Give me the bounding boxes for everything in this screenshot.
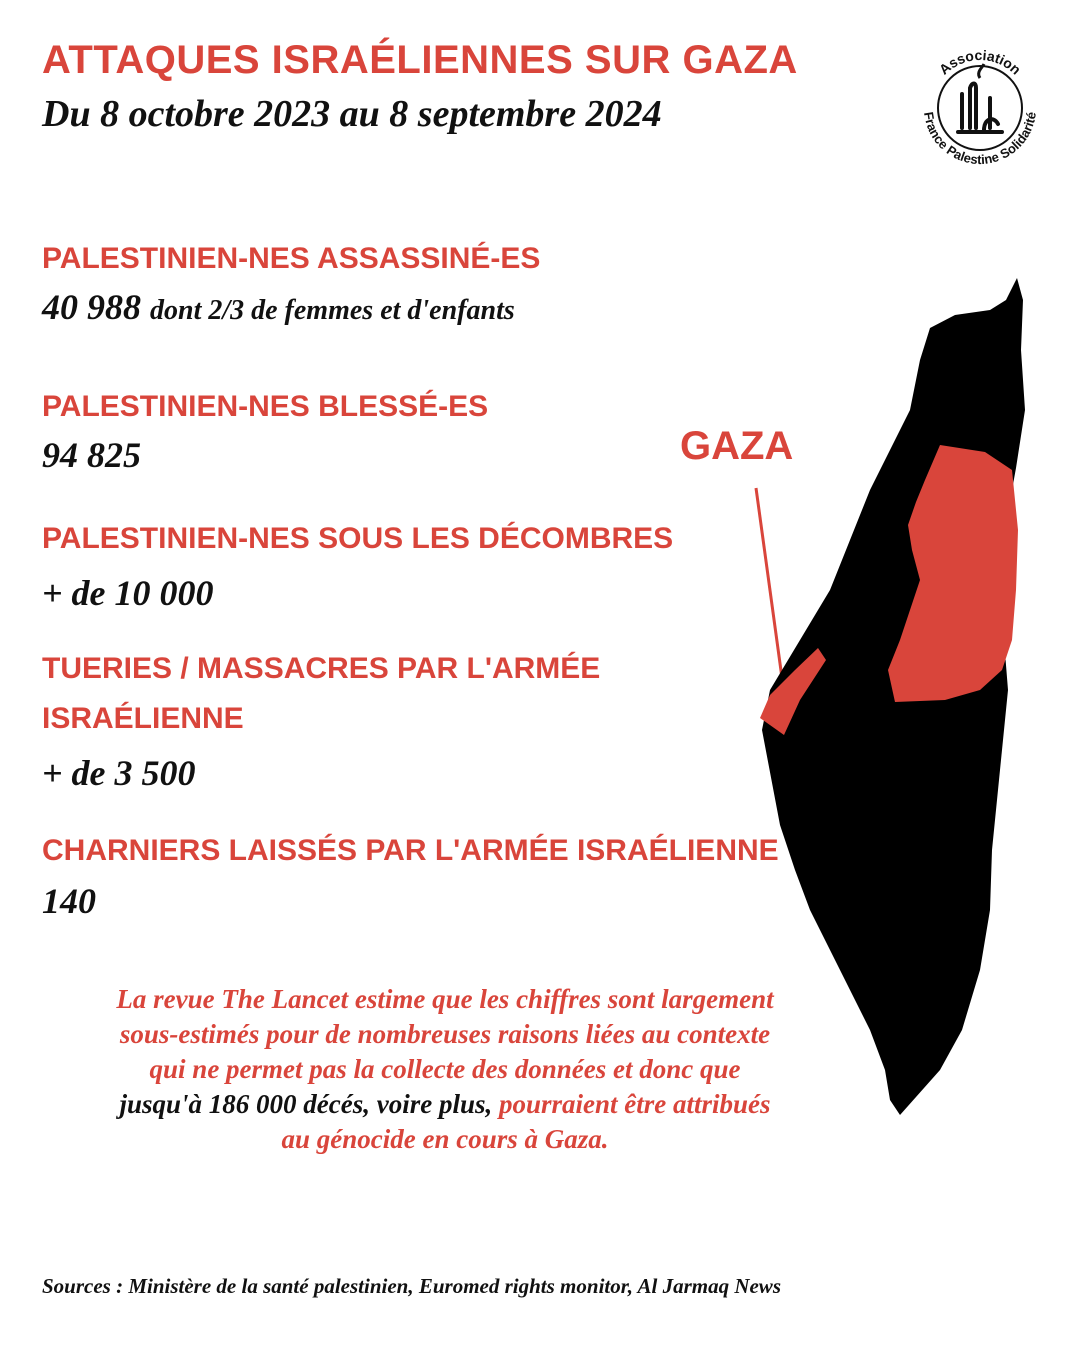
stat-killed-number: 40 988 xyxy=(42,287,141,327)
palestine-map-icon xyxy=(740,270,1040,1120)
afps-logo-icon xyxy=(910,38,1050,178)
sources-text: Sources : Ministère de la santé palestinien, Euromed rights monitor, Al Jarmaq News xyxy=(42,1274,781,1298)
stat-massacres-label-line1: TUERIES / MASSACRES PAR L'ARMÉE xyxy=(42,652,601,685)
stat-rubble-value: + de 10 000 xyxy=(42,573,214,613)
map-gaza-label: GAZA xyxy=(680,424,794,468)
stat-killed-value xyxy=(42,286,515,328)
stat-injured-label: PALESTINIEN-NES BLESSÉ-ES xyxy=(42,390,489,423)
map-pointer-line xyxy=(756,488,782,678)
lancet-quote-part1: La revue The Lancet estime que les chiffres sont largement sous-estimés pour de nombreuses raisons liées au contexte qui ne permet pas la collecte des données et donc que xyxy=(116,984,774,1084)
stat-mass-graves-label: CHARNIERS LAISSÉS PAR L'ARMÉE ISRAÉLIENNE xyxy=(42,834,779,867)
page-subtitle: Du 8 octobre 2023 au 8 septembre 2024 xyxy=(42,93,662,135)
stat-rubble-label: PALESTINIEN-NES SOUS LES DÉCOMBRES xyxy=(42,522,674,555)
stat-killed-label: PALESTINIEN-NES ASSASSINÉ-ES xyxy=(42,242,541,275)
stat-injured-value: 94 825 xyxy=(42,435,141,475)
lancet-quote-highlight: jusqu'à 186 000 décés, voire plus, xyxy=(119,1089,493,1119)
lancet-quote-part2: pourraient être attribués au génocide en cours à Gaza. xyxy=(281,1089,771,1154)
stat-mass-graves-value: 140 xyxy=(42,881,96,921)
stat-killed-note: dont 2/3 de femmes et d'enfants xyxy=(150,295,515,326)
page-title: ATTAQUES ISRAÉLIENNES SUR GAZA xyxy=(42,38,798,82)
logo-bottom-text: France Palestine Solidarité xyxy=(921,110,1039,168)
stat-massacres-value: + de 3 500 xyxy=(42,753,196,793)
stat-massacres-label-line2: ISRAÉLIENNE xyxy=(42,702,244,735)
logo-top-text: Association xyxy=(935,46,1025,78)
lancet-quote xyxy=(110,982,780,1157)
